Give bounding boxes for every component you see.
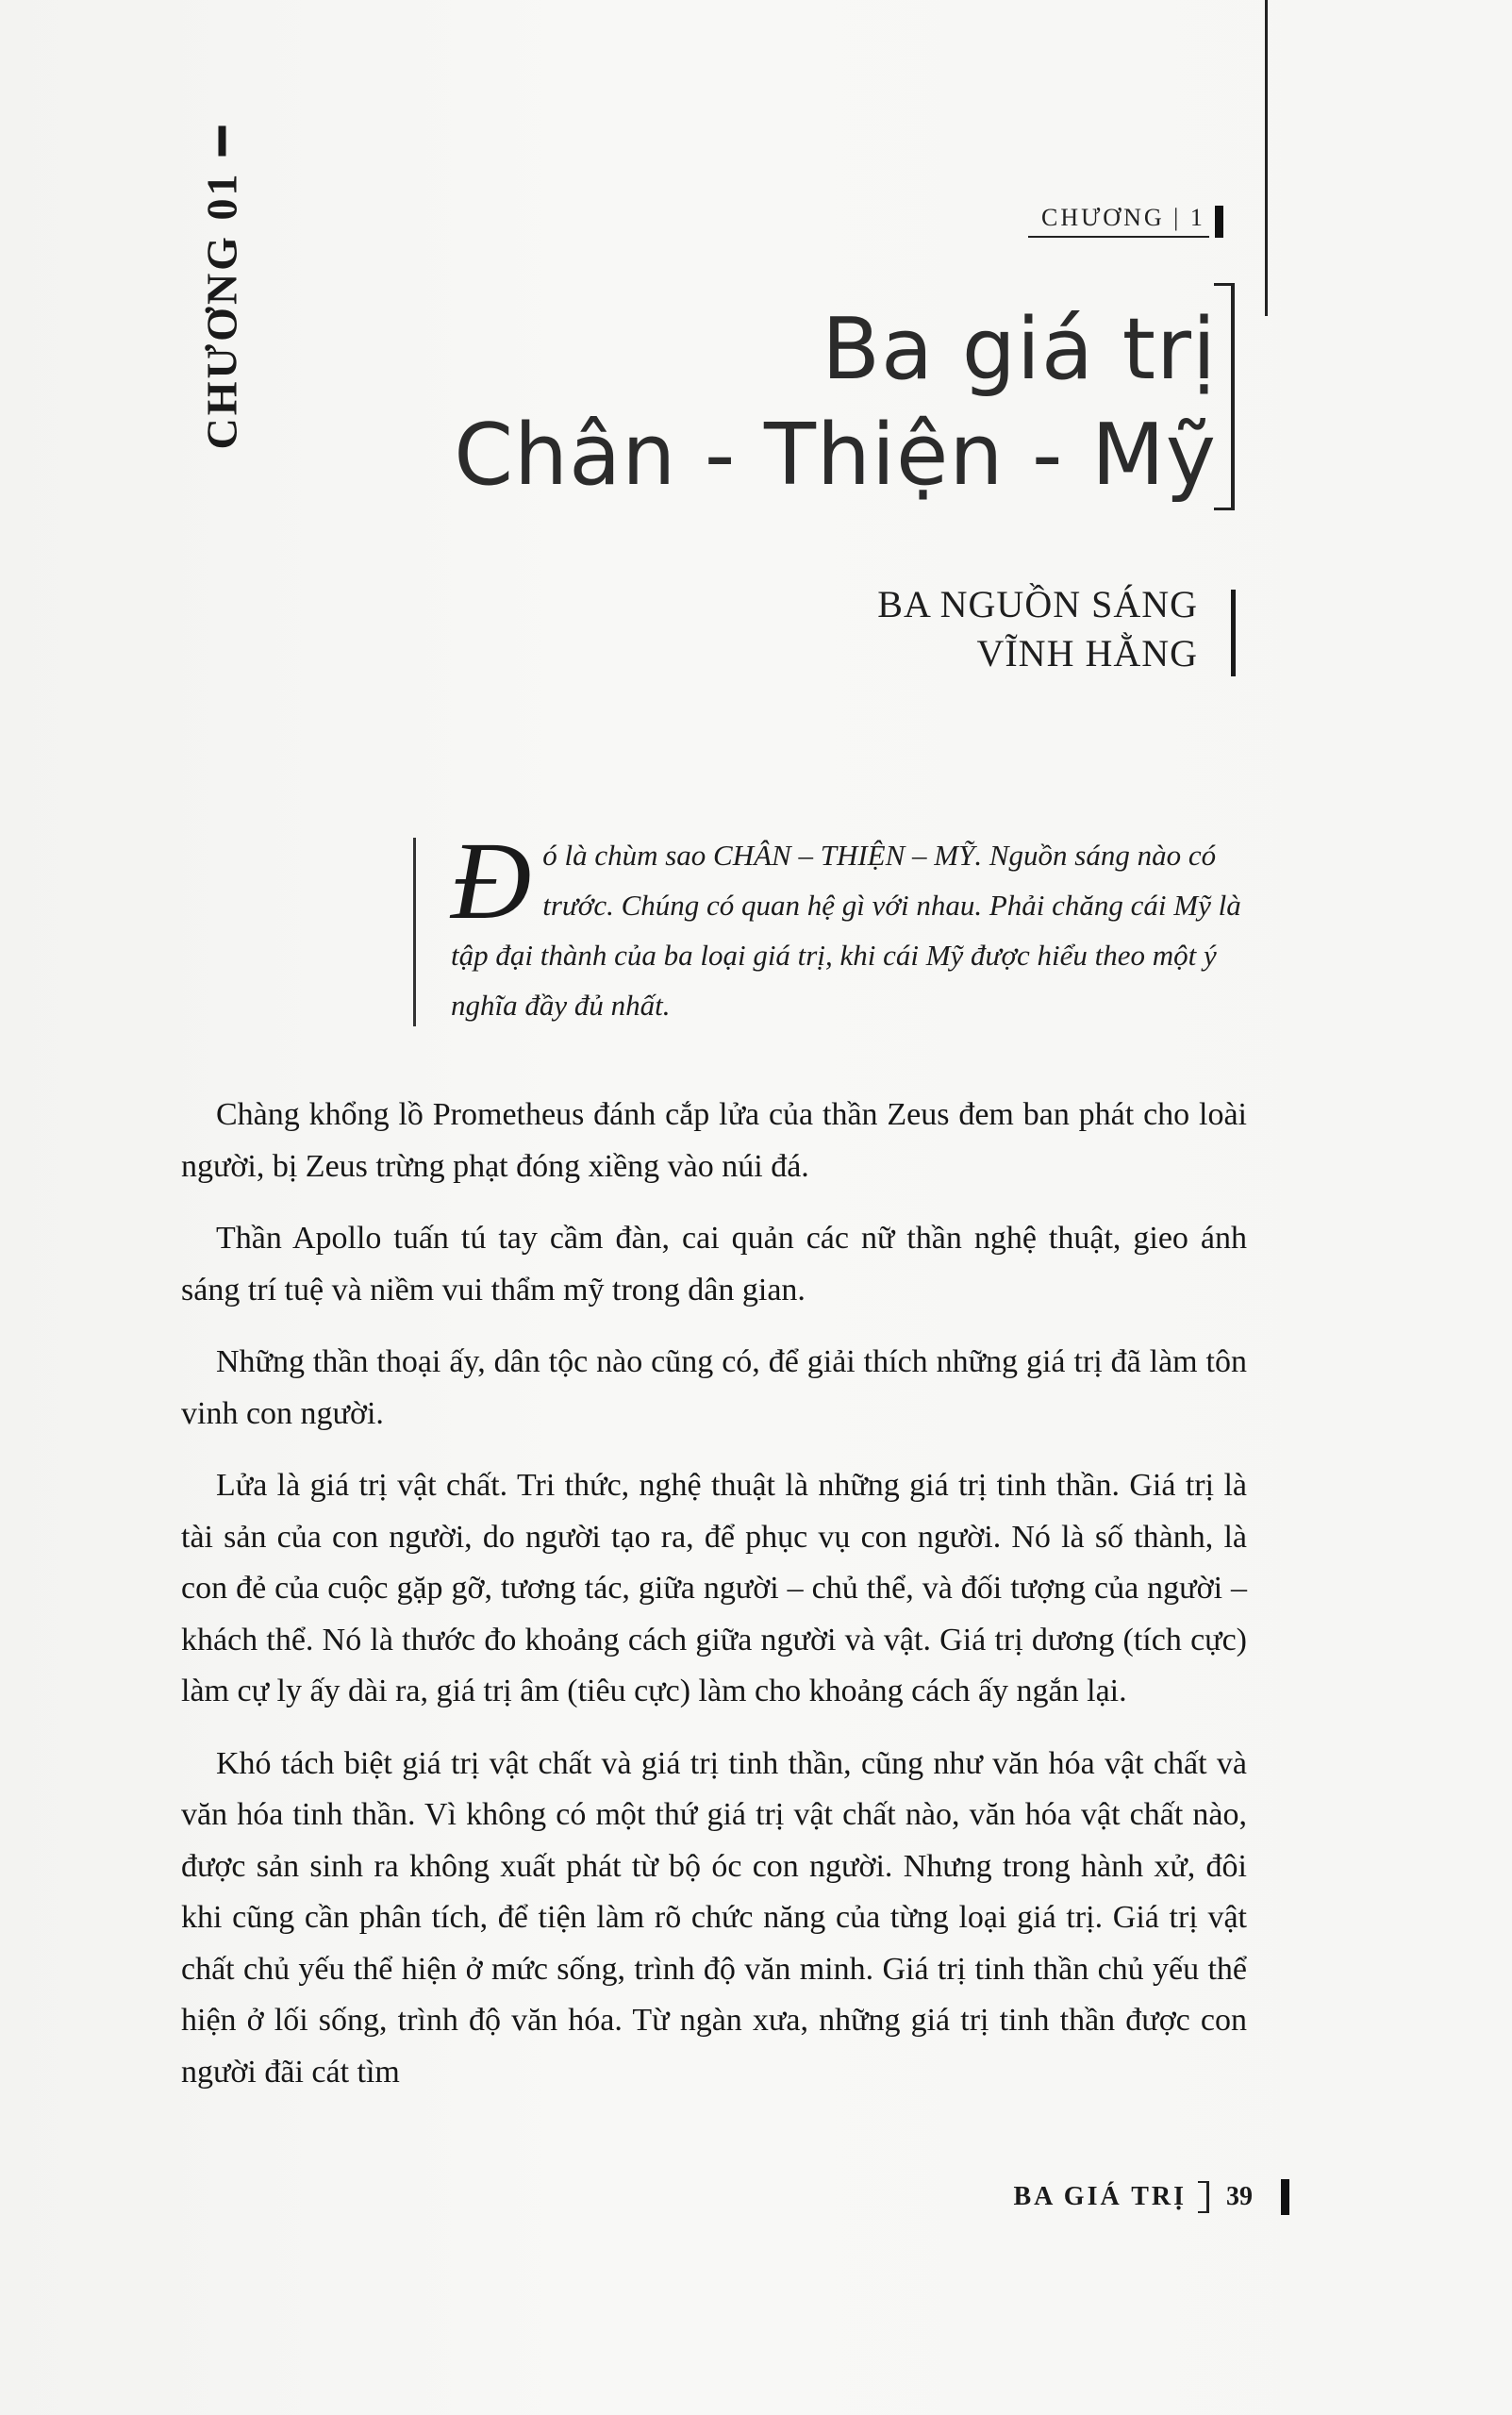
page-footer xyxy=(1013,2179,1289,2215)
footer-title: BA GIÁ TRỊ xyxy=(1013,2182,1187,2211)
body-text xyxy=(181,1090,1247,2119)
epigraph-text: ó là chùm sao CHÂN – THIỆN – MỸ. Nguồn sáng nào có trước. Chúng có quan hệ gì với nhau. Phải chăng cái Mỹ là tập đại thành của ba loại giá trị, khi cái Mỹ được hiểu theo một ý nghĩa đầy đủ nhất. xyxy=(451,839,1241,1022)
footer-bracket xyxy=(1198,2181,1209,2213)
paragraph: Khó tách biệt giá trị vật chất và giá trị tinh thần, cũng như văn hóa vật chất và văn hóa tinh thần. Vì không có một thứ giá trị vật chất nào, văn hóa vật chất nào, được sản sinh ra không xuất phát từ bộ óc con người. Nhưng trong hành xử, đôi khi cũng cần phân tích, để tiện làm rõ chức năng của từng loại giá trị. Giá trị vật chất chủ yếu thể hiện ở mức sống, trình độ văn minh. Giá trị tinh thần chủ yếu thể hiện ở lối sống, trình độ văn hóa. Từ ngàn xưa, những giá trị tinh thần được con người đãi cát tìm xyxy=(181,1745,1247,2090)
epigraph-dropcap: Đ xyxy=(451,819,532,942)
epigraph-rule xyxy=(413,838,416,1026)
running-header-bar xyxy=(1215,206,1223,238)
paragraph: Thần Apollo tuấn tú tay cầm đàn, cai quản các nữ thần nghệ thuật, gieo ánh sáng trí tuệ và niềm vui thẩm mỹ trong dân gian. xyxy=(181,1221,1247,1307)
running-header-text: CHƯƠNG | 1 xyxy=(1028,204,1209,238)
chapter-subtitle xyxy=(660,580,1198,678)
page-number: 39 xyxy=(1226,2182,1253,2211)
title-line-2: Chân - Thiện - Mỹ xyxy=(454,406,1217,505)
subtitle-line-2: VĨNH HẰNG xyxy=(976,632,1198,675)
epigraph xyxy=(451,819,1248,1030)
footer-bar xyxy=(1281,2179,1289,2215)
side-chapter-text: CHƯƠNG 01 xyxy=(197,171,246,450)
top-vertical-rule xyxy=(1265,0,1268,316)
running-header xyxy=(1028,200,1223,238)
side-chapter-bar xyxy=(218,126,225,157)
chapter-title xyxy=(377,297,1217,508)
subtitle-line-1: BA NGUỒN SÁNG xyxy=(877,583,1198,625)
subtitle-bar xyxy=(1231,590,1236,676)
paragraph: Những thần thoại ấy, dân tộc nào cũng có, để giải thích những giá trị đã làm tôn vinh con người. xyxy=(181,1344,1247,1431)
side-chapter-label xyxy=(197,126,247,450)
title-bracket xyxy=(1214,283,1235,510)
paragraph: Lửa là giá trị vật chất. Tri thức, nghệ thuật là những giá trị tinh thần. Giá trị là tài sản của con người, do người tạo ra, để phục vụ con người. Nó là số thành, là con đẻ của cuộc gặp gỡ, tương tác, giữa người – chủ thể, và đối tượng của người – khách thể. Nó là thước đo khoảng cách giữa người và vật. Giá trị dương (tích cực) làm cự ly ấy dài ra, giá trị âm (tiêu cực) làm cho khoảng cách ấy ngắn lại. xyxy=(181,1468,1247,1708)
title-line-1: Ba giá trị xyxy=(822,300,1217,399)
paragraph: Chàng khổng lồ Prometheus đánh cắp lửa của thần Zeus đem ban phát cho loài người, bị Zeus trừng phạt đóng xiềng vào núi đá. xyxy=(181,1097,1247,1184)
